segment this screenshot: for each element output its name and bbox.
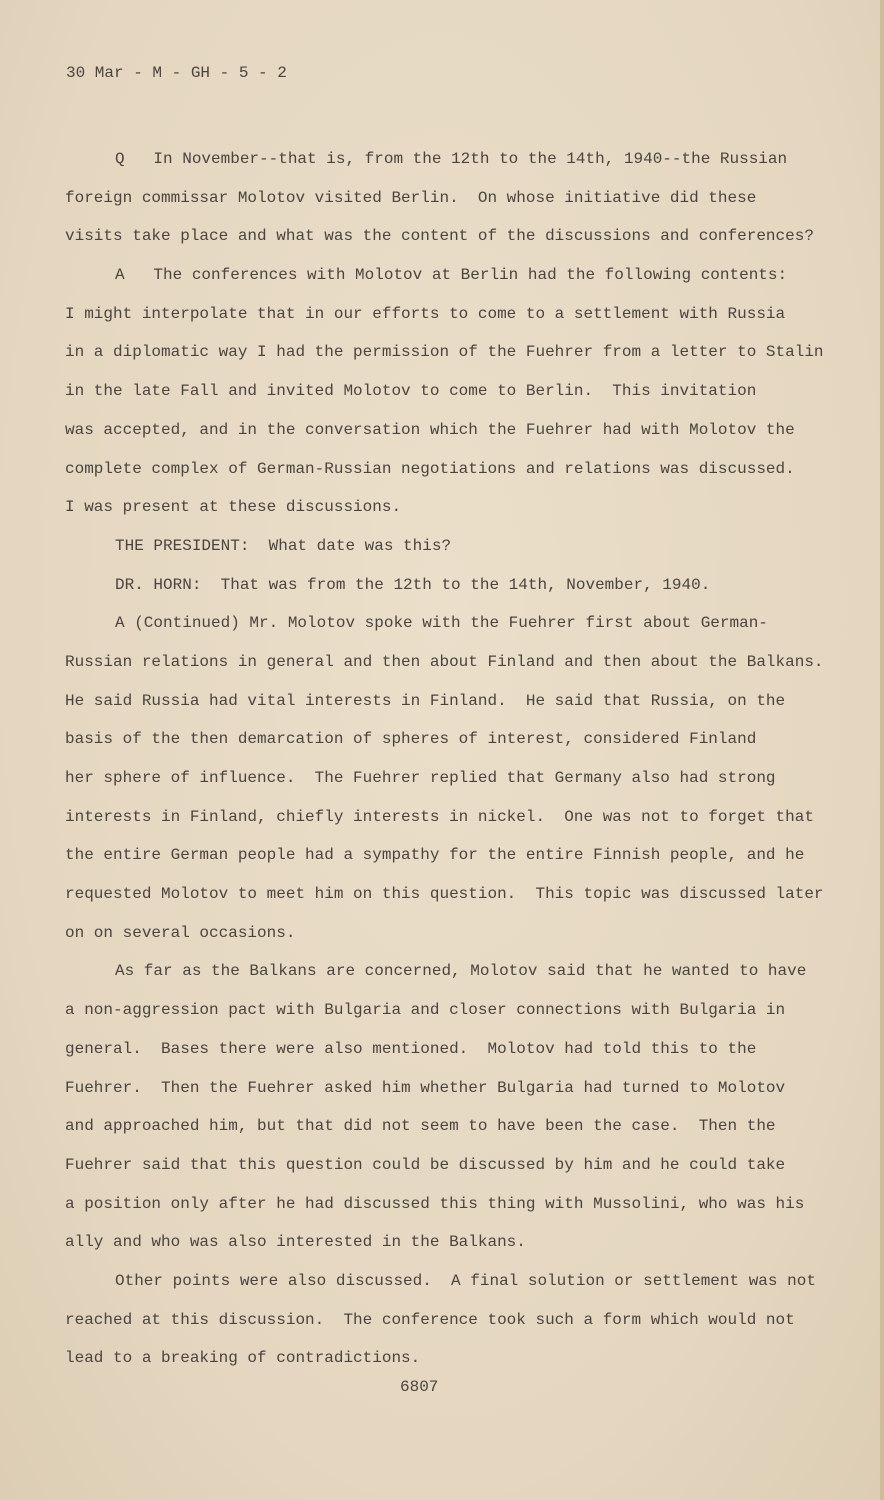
text-line: complete complex of German-Russian negotiations and relations was discussed. (65, 459, 795, 478)
text-line: visits take place and what was the content of the discussions and conferences? (65, 227, 814, 246)
text-line: ally and who was also interested in the Balkans. (65, 1233, 526, 1252)
text-line: Fuehrer said that this question could be discussed by him and he could take (65, 1155, 786, 1174)
text-line: general. Bases there were also mentioned. Molotov had told this to the (65, 1039, 757, 1058)
paragraph (65, 140, 845, 256)
text-line: THE PRESIDENT: What date was this? (115, 536, 452, 555)
text-line: Q In November--that is, from the 12th to the 14th, 1940--the Russian (115, 150, 788, 168)
text-line: in the late Fall and invited Molotov to come to Berlin. This invitation (65, 382, 757, 401)
paper-edge (880, 0, 884, 1500)
text-line: the entire German people had a sympathy for the entire Finnish people, and he (65, 846, 805, 865)
page-number: 6807 (400, 1378, 439, 1396)
text-line: her sphere of influence. The Fuehrer replied that Germany also had strong (65, 769, 776, 787)
paragraph (65, 604, 845, 952)
text-line: As far as the Balkans are concerned, Molotov said that he wanted to have (115, 962, 807, 981)
text-line: a non-aggression pact with Bulgaria and closer connections with Bulgaria in (65, 1001, 786, 1020)
text-line: on on several occasions. (65, 923, 296, 942)
text-line: I might interpolate that in our efforts to come to a settlement with Russia (65, 304, 786, 323)
text-line: in a diplomatic way I had the permission of the Fuehrer from a letter to Stalin (65, 343, 824, 362)
text-line: A The conferences with Molotov at Berlin had the following contents: (115, 266, 788, 285)
text-line: interests in Finland, chiefly interests in nickel. One was not to forget that (65, 807, 814, 826)
paragraph (65, 527, 845, 566)
text-line: basis of the then demarcation of spheres of interest, considered Finland (65, 730, 757, 749)
text-line: Fuehrer. Then the Fuehrer asked him whether Bulgaria had turned to Molotov (65, 1078, 786, 1097)
text-line: I was present at these discussions. (65, 498, 402, 517)
text-line: requested Molotov to meet him on this question. This topic was discussed later (65, 885, 824, 904)
text-line: Other points were also discussed. A final solution or settlement was not (115, 1271, 816, 1290)
document-body (65, 140, 845, 1378)
text-line: Russian relations in general and then about Finland and then about the Balkans. (65, 652, 824, 671)
page-header: 30 Mar - M - GH - 5 - 2 (66, 64, 287, 82)
text-line: He said Russia had vital interests in Finland. He said that Russia, on the (65, 691, 786, 710)
paragraph (65, 1262, 845, 1378)
text-line: reached at this discussion. The conference took such a form which would not (65, 1310, 795, 1329)
text-line: A (Continued) Mr. Molotov spoke with the Fuehrer first about German- (115, 614, 768, 633)
paragraph (65, 256, 845, 527)
text-line: foreign commissar Molotov visited Berlin. On whose initiative did these (65, 188, 757, 207)
text-line: was accepted, and in the conversation which the Fuehrer had with Molotov the (65, 420, 795, 439)
paragraph (65, 566, 845, 605)
paragraph (65, 952, 845, 1262)
text-line: lead to a breaking of contradictions. (65, 1349, 421, 1368)
text-line: DR. HORN: That was from the 12th to the 14th, November, 1940. (115, 575, 711, 594)
text-line: and approached him, but that did not seem to have been the case. Then the (65, 1117, 776, 1136)
text-line: a position only after he had discussed this thing with Mussolini, who was his (65, 1194, 805, 1213)
